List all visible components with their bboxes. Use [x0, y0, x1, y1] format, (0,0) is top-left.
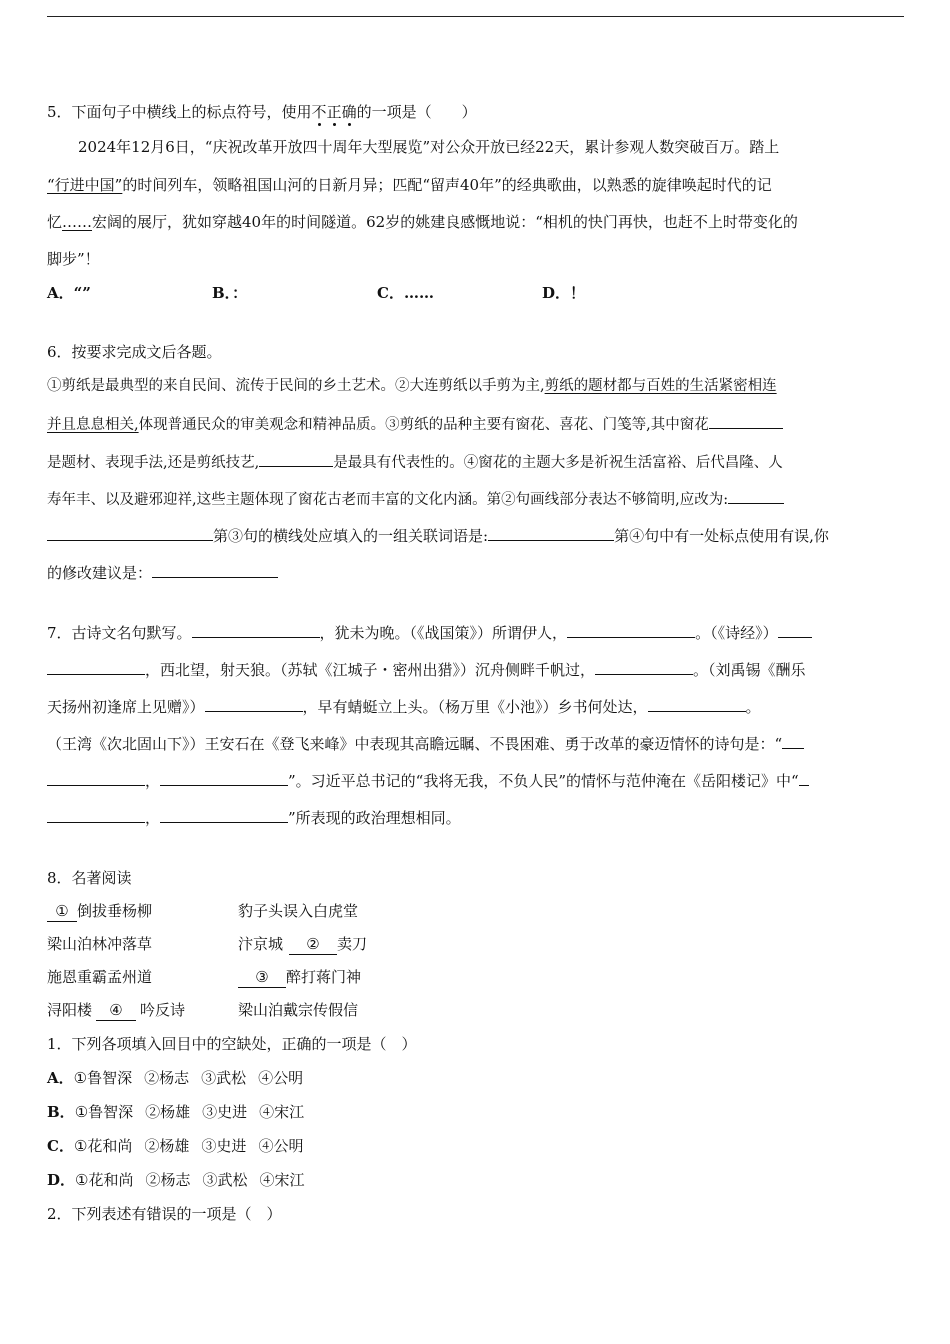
q6-passage-line-2: 并且息息相关,体现普通民众的审美观念和精神品质。③剪纸的品种主要有窗花、喜花、门笺等,其中窗花 — [47, 413, 783, 435]
q7-line-3: 天扬州初逢席上见赠》） ，早有蜻蜓立上头。（杨万里《小池》）乡书何处达， 。 — [47, 698, 761, 716]
q6-passage-line-4: 寿年丰、以及避邪迎祥,这些主题体现了窗花古老而丰富的文化内涵。第②句画线部分表达不够简明,应改为: — [47, 488, 784, 510]
answer-blank[interactable] — [728, 488, 784, 504]
q8-choice-b[interactable]: B．①鲁智深 ②杨雄 ③史进 ④宋江 — [47, 1103, 305, 1121]
emphasis-dot-char: 不 — [311, 103, 327, 121]
chapter-title-right-1: 豹子头误入白虎堂 — [238, 902, 359, 920]
answer-blank[interactable] — [567, 622, 695, 638]
chapter-title-left-3: 施恩重霸孟州道 — [47, 968, 153, 986]
q6-passage-line-5: 第③句的横线处应填入的一组关联词语是: 第④句中有一处标点使用有误,你 — [47, 525, 829, 546]
q5-passage-line-3: 忆……宏阔的展厅，犹如穿越40年的时间隧道。62岁的姚建良感慨地说：“相机的快门再快，也赶不上时带变化的 — [47, 213, 798, 231]
answer-blank[interactable] — [47, 525, 213, 541]
q8-sub-question-1: 1．下列各项填入回目中的空缺处，正确的一项是（ ） — [47, 1035, 417, 1053]
q5-stem: 5．下面句子中横线上的标点符号，使用不正确的一项是（ ） — [47, 103, 477, 121]
q5-passage-line-4: 脚步”！ — [47, 250, 100, 268]
q5-passage-line-2: “行进中国”的时间列车，领略祖国山河的日新月异；匹配“留声40年”的经典歌曲，以熟悉的旋律唤起时代的记 — [47, 176, 772, 194]
underlined-phrase: “行进中国” — [47, 176, 123, 194]
q7-line-2: ，西北望，射天狼。（苏轼《江城子・密州出猎》）沉舟侧畔千帆过， 。（刘禹锡《酬乐 — [47, 659, 806, 680]
answer-blank[interactable] — [782, 733, 804, 749]
answer-blank[interactable] — [192, 622, 320, 638]
q6-passage-line-3: 是题材、表现手法,还是剪纸技艺, 是最具有代表性的。④窗花的主题大多是祈祝生活富裕、后代昌隆、人 — [47, 451, 783, 473]
answer-blank[interactable] — [47, 770, 145, 786]
answer-blank[interactable] — [205, 696, 303, 712]
answer-blank[interactable] — [648, 696, 746, 712]
chapter-title-left-2: 梁山泊林冲落草 — [47, 935, 153, 953]
underlined-sentence: 并且息息相关, — [47, 417, 139, 433]
q8-choice-c[interactable]: C．①花和尚 ②杨雄 ③史进 ④公明 — [47, 1137, 304, 1155]
q5-option-d[interactable]: D．！ — [542, 284, 586, 302]
q7-line-6: ， ”所表现的政治理想相同。 — [47, 807, 461, 828]
header-rule — [47, 16, 904, 17]
answer-blank[interactable] — [259, 451, 333, 467]
chapter-title-right-2: 汴京城 ② 卖刀 — [238, 935, 368, 953]
chapter-blank[interactable]: ① — [47, 901, 77, 922]
answer-blank[interactable] — [152, 562, 278, 578]
q7-line-5: ， ”。习近平总书记的“我将无我，不负人民”的情怀与范仲淹在《岳阳楼记》中“ — [47, 770, 809, 791]
chapter-title-left-1: ① 倒拔垂杨柳 — [47, 901, 152, 922]
underlined-sentence: 剪纸的题材都与百姓的生活紧密相连 — [544, 378, 777, 394]
chapter-title-left-4: 浔阳楼 ④ 吟反诗 — [47, 1001, 186, 1019]
chapter-blank[interactable]: ④ — [96, 1000, 136, 1021]
answer-blank[interactable] — [709, 413, 783, 429]
answer-blank[interactable] — [160, 770, 288, 786]
chapter-title-right-4: 梁山泊戴宗传假信 — [238, 1001, 359, 1019]
q5-option-a[interactable]: A．“” — [47, 284, 91, 302]
answer-blank[interactable] — [47, 659, 145, 675]
q8-title: 8．名著阅读 — [47, 869, 132, 887]
answer-blank[interactable] — [595, 659, 693, 675]
emphasis-dot-char: 确 — [341, 103, 357, 121]
answer-blank[interactable] — [160, 807, 288, 823]
emphasis-dot-char: 正 — [326, 103, 342, 121]
chapter-blank[interactable]: ③ — [238, 967, 286, 988]
answer-blank[interactable] — [47, 807, 145, 823]
q6-passage-line-6: 的修改建议是： — [47, 562, 278, 583]
q5-option-c[interactable]: C．…… — [377, 284, 434, 302]
q5-option-b[interactable]: B．： — [212, 284, 248, 302]
q6-title: 6．按要求完成文后各题。 — [47, 343, 222, 361]
q7-line-4: （王湾《次北固山下》）王安石在《登飞来峰》中表现其高瞻远瞩、不畏困难、勇于改革的豪迈情怀的诗句是：“ — [47, 733, 804, 754]
q8-sub-question-2: 2．下列表述有错误的一项是（ ） — [47, 1205, 282, 1223]
answer-blank[interactable] — [488, 525, 614, 541]
q7-line-1: 7．古诗文名句默写。 ，犹未为晚。（《战国策》）所谓伊人， 。（《诗经》） — [47, 622, 812, 643]
chapter-title-right-3: ③ 醉打蒋门神 — [238, 967, 361, 988]
answer-blank[interactable] — [778, 622, 812, 638]
underlined-phrase: …… — [62, 213, 93, 231]
chapter-blank[interactable]: ② — [289, 934, 337, 955]
answer-blank[interactable] — [799, 770, 809, 786]
q5-passage-line-1: 2024年12月6日，“庆祝改革开放四十周年大型展览”对公众开放已经22天，累计参观人数突破百万。踏上 — [78, 138, 780, 156]
q8-choice-a[interactable]: A．①鲁智深 ②杨志 ③武松 ④公明 — [47, 1069, 304, 1087]
q8-choice-d[interactable]: D．①花和尚 ②杨志 ③武松 ④宋江 — [47, 1171, 305, 1189]
q6-passage-line-1: ①剪纸是最典型的来自民间、流传于民间的乡土艺术。②大连剪纸以手剪为主,剪纸的题材都与百姓的生活紧密相连 — [47, 378, 777, 394]
